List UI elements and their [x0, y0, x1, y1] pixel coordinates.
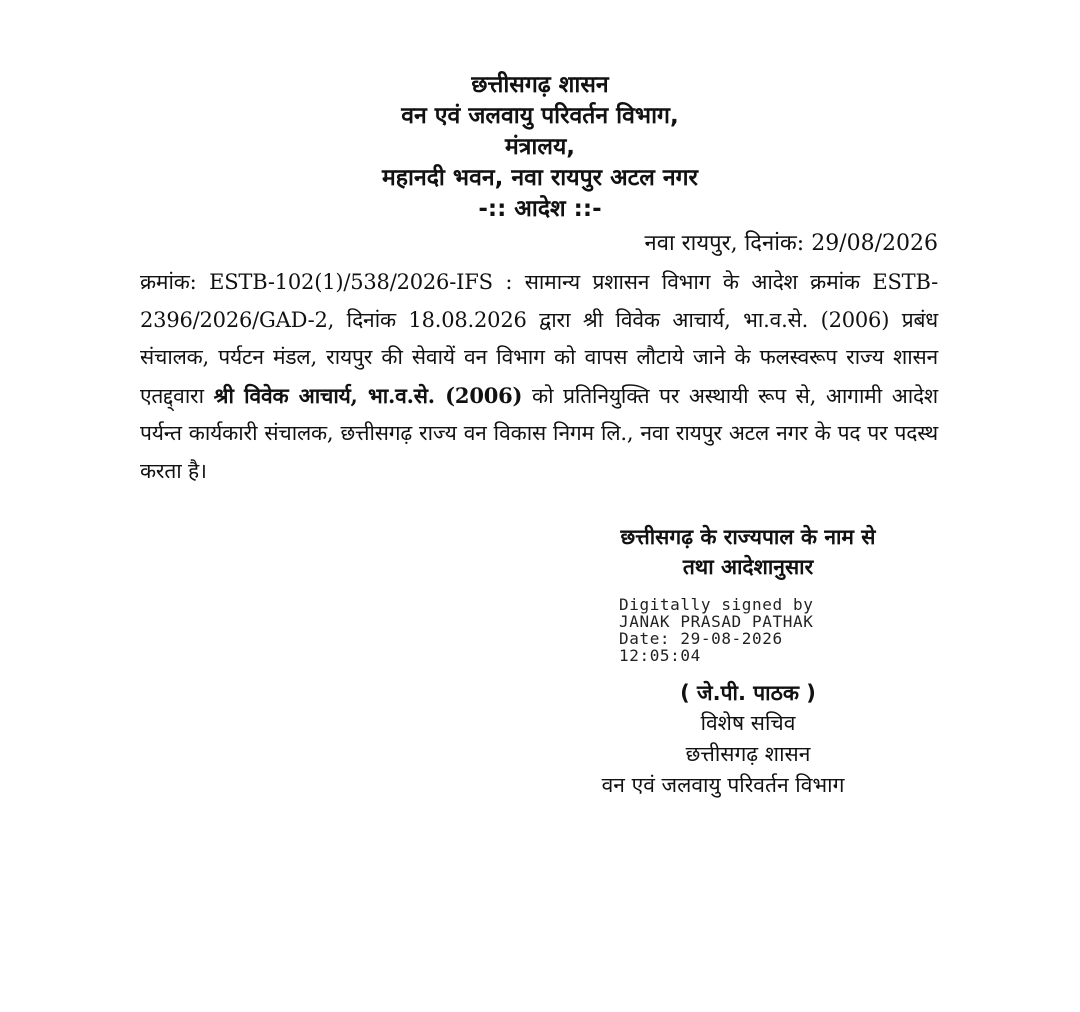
order-body-text-1: क्रमांक: ESTB-102(1)/538/2026-IFS : सामान्य प्रशासन विभाग के आदेश क्रमांक ESTB-2396/2026/GAD-2, दिनांक 18.08.2026 द्वारा श्री विवेक आचार्य, भा.व.से. (2006) प्रबंध संचालक, पर्यटन मंडल, रायपुर की सेवायें वन विभाग को वापस लौटाये जाने के फलस्वरूप राज्य शासन एतद्द्वारा: [140, 270, 938, 408]
dsig-line-1: Digitally signed by: [619, 595, 814, 614]
header-address: महानदी भवन, नवा रायपुर अटल नगर: [382, 165, 698, 191]
governor-order-block: [560, 522, 936, 582]
governor-order-line-1: छत्तीसगढ़ के राज्यपाल के नाम से: [620, 525, 876, 549]
order-body: [140, 264, 938, 490]
order-body-text-2: को प्रतिनियुक्ति पर अस्थायी रूप से, आगामी आदेश पर्यन्त कार्यकारी संचालक, छत्तीसगढ़ राज्य वन विकास निगम लि., नवा रायपुर अटल नगर के पद पर पदस्थ करता है।: [140, 383, 938, 483]
governor-order-line-2: तथा आदेशानुसार: [682, 555, 814, 579]
header-department: वन एवं जलवायु परिवर्तन विभाग,: [401, 103, 679, 129]
signatory-name: ( जे.पी. पाठक ): [680, 681, 816, 705]
document-header: [0, 70, 1080, 225]
dsig-line-4: 12:05:04: [619, 646, 701, 665]
signatory-government: छत्तीसगढ़ शासन: [685, 742, 811, 766]
signatory-designation: विशेष सचिव: [700, 711, 796, 735]
header-order-title: -:: आदेश ::-: [478, 196, 602, 222]
order-officer-name: श्री विवेक आचार्य, भा.व.से. (2006): [213, 382, 523, 408]
dsig-line-2: JANAK PRASAD PATHAK: [619, 612, 814, 631]
signatory-department: वन एवं जलवायु परिवर्तन विभाग: [601, 773, 845, 797]
dsig-line-3: Date: 29-08-2026: [619, 629, 783, 648]
digital-signature-stamp: [619, 596, 919, 664]
signatory-block: [560, 678, 936, 801]
header-ministry: मंत्रालय,: [504, 134, 576, 160]
header-government: छत्तीसगढ़ शासन: [471, 72, 609, 98]
order-date: नवा रायपुर, दिनांक: 29/08/2026: [644, 231, 938, 256]
